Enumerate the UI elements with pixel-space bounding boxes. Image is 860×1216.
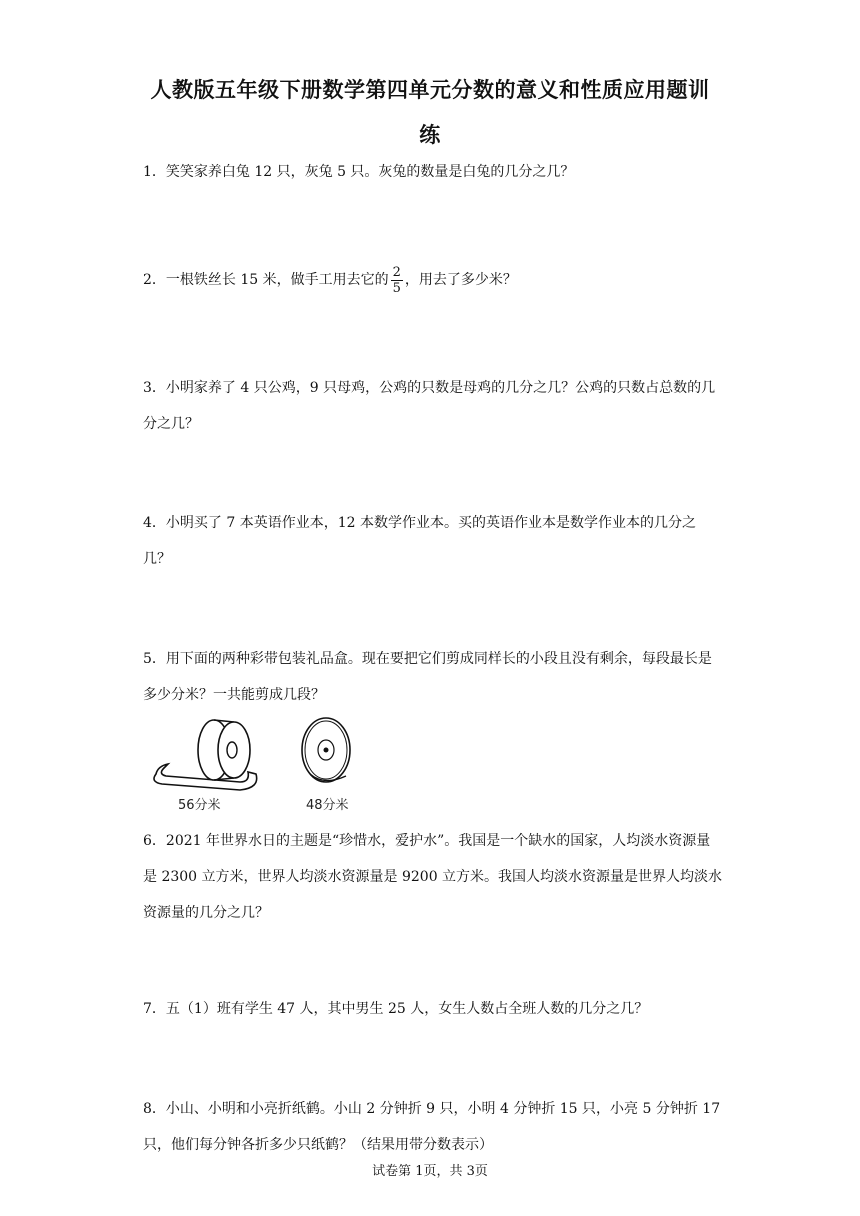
question-5: 5．用下面的两种彩带包装礼品盒。现在要把它们剪成同样长的小段且没有剩余，每段最长是多少分米？一共能剪成几段？ [143, 651, 712, 703]
question-2-text-before: 2．一根铁丝长 15 米，做手工用去它的 [143, 272, 389, 288]
question-3: 3．小明家养了 4 只公鸡，9 只母鸡，公鸡的只数是母鸡的几分之几？公鸡的只数占总数的几分之几？ [143, 380, 716, 432]
question-2 [143, 262, 723, 298]
fraction-denominator: 5 [392, 280, 401, 296]
document-title-line1: 人教版五年级下册数学第四单元分数的意义和性质应用题训 [150, 78, 710, 102]
document-title-line2: 练 [419, 123, 441, 147]
question-2-text-after: ，用去了多少米？ [404, 272, 517, 288]
question-1: 1．笑笑家养白兔 12 只，灰兔 5 只。灰兔的数量是白兔的几分之几？ [143, 164, 575, 180]
question-8: 8．小山、小明和小亮折纸鹤。小山 2 分钟折 9 只，小明 4 分钟折 15 只，小亮 5 分钟折 17 只，他们每分钟各折多少只纸鹤？（结果用带分数表示） [143, 1101, 721, 1153]
page-footer: 试卷第 1页，共 3页 [372, 1164, 488, 1179]
ribbon-1-roll-hole [227, 742, 237, 758]
ribbon-2-roll-hole [324, 748, 329, 753]
question-6: 6．2021 年世界水日的主题是“珍惜水，爱护水”。我国是一个缺水的国家，人均淡水资源量是 2300 立方米，世界人均淡水资源量是 9200 立方米。我国人均淡水资源量是世界人均淡水资源量的几分之几？ [143, 833, 723, 921]
fraction-two-fifths [391, 265, 403, 296]
question-4: 4．小明买了 7 本英语作业本，12 本数学作业本。买的英语作业本是数学作业本的几分之几？ [143, 515, 696, 567]
ribbon-rolls-illustration [148, 712, 388, 792]
fraction-numerator: 2 [392, 264, 401, 280]
ribbon-2-length-label: 48分米 [306, 798, 349, 813]
question-7: 7．五（1）班有学生 47 人，其中男生 25 人，女生人数占全班人数的几分之几？ [143, 1001, 649, 1017]
ribbon-1-length-label: 56分米 [178, 798, 221, 813]
ribbon-rolls-figure [148, 712, 388, 817]
